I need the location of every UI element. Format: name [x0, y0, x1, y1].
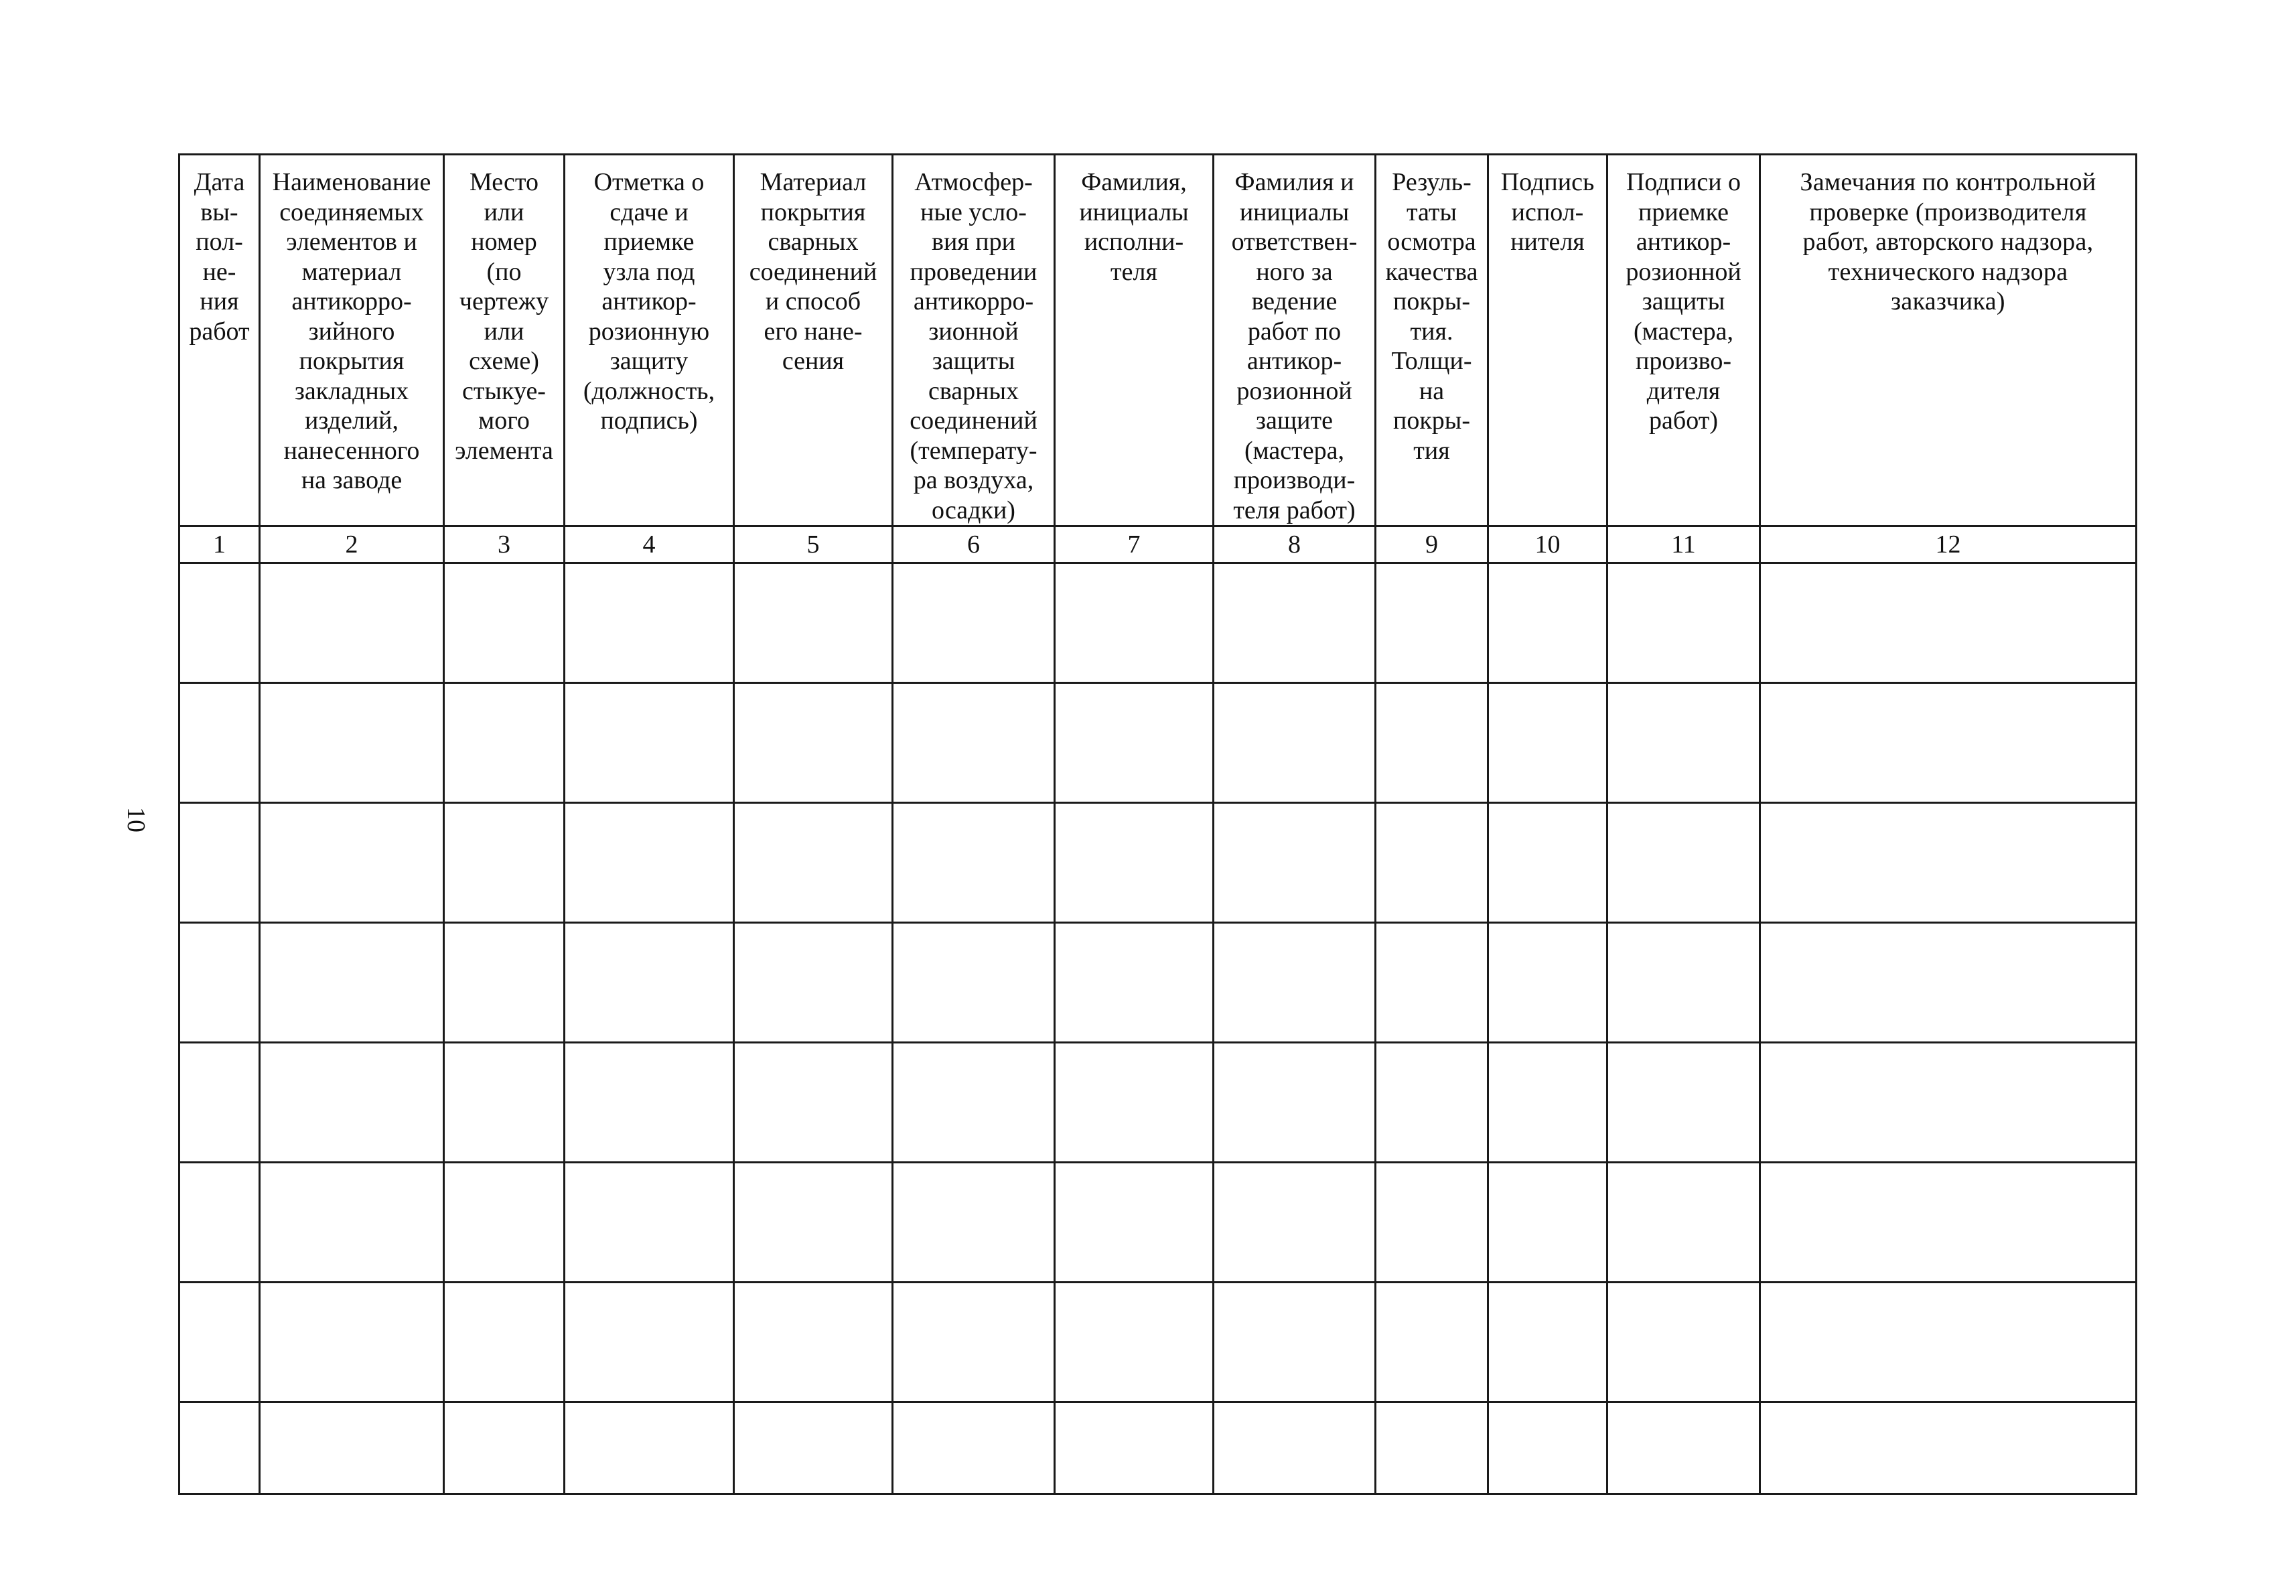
table-cell	[893, 683, 1055, 803]
table-cell	[1376, 1043, 1488, 1163]
table-row	[180, 563, 2137, 683]
table-cell	[1376, 683, 1488, 803]
table-row	[180, 803, 2137, 923]
table-cell	[893, 923, 1055, 1043]
table-cell	[565, 1283, 734, 1402]
header-cell-remarks	[1760, 155, 2137, 526]
table-cell	[734, 803, 893, 923]
table-cell	[260, 1163, 444, 1283]
table-cell	[893, 1283, 1055, 1402]
table-cell	[1055, 803, 1214, 923]
table-cell	[565, 1402, 734, 1494]
table-cell	[734, 1402, 893, 1494]
work-journal-table	[178, 153, 2137, 1495]
header-label: Подписи о приемке антикор- розионной защиты (мастера, произво- дителя работ)	[1626, 168, 1741, 435]
column-number-row	[180, 526, 2137, 563]
column-number: 2	[260, 526, 444, 563]
table-cell	[734, 1043, 893, 1163]
table-cell	[1214, 803, 1376, 923]
column-number: 5	[734, 526, 893, 563]
table-cell	[260, 683, 444, 803]
table-cell	[1376, 563, 1488, 683]
table-cell	[260, 803, 444, 923]
table-cell	[1214, 923, 1376, 1043]
table-cell	[444, 683, 565, 803]
table-cell	[1488, 803, 1607, 923]
table-cell	[1055, 563, 1214, 683]
table-cell	[734, 923, 893, 1043]
table-body	[180, 563, 2137, 1494]
table-cell	[260, 1283, 444, 1402]
header-cell-date	[180, 155, 260, 526]
table-cell	[565, 923, 734, 1043]
header-cell-responsible-name	[1214, 155, 1376, 526]
table-cell	[1376, 1402, 1488, 1494]
table-cell	[1376, 1163, 1488, 1283]
table-cell	[893, 563, 1055, 683]
header-row	[180, 155, 2137, 526]
table-cell	[1488, 1163, 1607, 1283]
table-cell	[1607, 1163, 1760, 1283]
table-cell	[1760, 1043, 2137, 1163]
table-cell	[1214, 563, 1376, 683]
table-cell	[893, 1402, 1055, 1494]
table-cell	[1214, 1163, 1376, 1283]
header-cell-weather	[893, 155, 1055, 526]
table-cell	[444, 1043, 565, 1163]
column-number: 10	[1488, 526, 1607, 563]
table-cell	[734, 1283, 893, 1402]
table-cell	[1488, 563, 1607, 683]
header-cell-coating-material	[734, 155, 893, 526]
header-label: Замечания по контрольной проверке (производителя работ, авторского надзора, технического надзора заказчика)	[1800, 168, 2096, 315]
table-cell	[1214, 1043, 1376, 1163]
table-cell	[1214, 1402, 1376, 1494]
table-cell	[1055, 923, 1214, 1043]
column-number: 9	[1376, 526, 1488, 563]
table-cell	[1607, 923, 1760, 1043]
table-row	[180, 1043, 2137, 1163]
table-cell	[1055, 1163, 1214, 1283]
table-cell	[1055, 683, 1214, 803]
header-label: Наименование соединяемых элементов и материал антикорро- зийного покрытия закладных изделий, нанесенного на заводе	[272, 168, 431, 494]
table-cell	[180, 683, 260, 803]
header-label: Фамилия, инициалы исполни- теля	[1079, 168, 1189, 286]
column-number: 11	[1607, 526, 1760, 563]
column-number: 4	[565, 526, 734, 563]
header-label: Отметка о сдаче и приемке узла под антикор- розионную защиту (должность, подпись)	[583, 168, 715, 435]
header-cell-acceptance-mark	[565, 155, 734, 526]
header-cell-elements	[260, 155, 444, 526]
table-cell	[1488, 1283, 1607, 1402]
table-cell	[180, 1043, 260, 1163]
table-cell	[260, 1043, 444, 1163]
header-label: Место или номер (по чертежу или схеме) стыкуе- мого элемента	[455, 168, 553, 465]
table-cell	[1607, 683, 1760, 803]
table-cell	[565, 683, 734, 803]
table-cell	[1055, 1043, 1214, 1163]
column-number: 8	[1214, 526, 1376, 563]
header-label: Подпись испол- нителя	[1500, 168, 1595, 256]
table-cell	[1607, 563, 1760, 683]
table-row	[180, 683, 2137, 803]
table-cell	[1607, 1283, 1760, 1402]
table-cell	[565, 1163, 734, 1283]
header-cell-inspection-results	[1376, 155, 1488, 526]
table-cell	[734, 1163, 893, 1283]
table-cell	[1760, 1402, 2137, 1494]
table-cell	[1055, 1283, 1214, 1402]
table-cell	[893, 1043, 1055, 1163]
column-number: 3	[444, 526, 565, 563]
table-cell	[180, 1402, 260, 1494]
column-number: 12	[1760, 526, 2137, 563]
table-cell	[1214, 683, 1376, 803]
table-cell	[565, 1043, 734, 1163]
column-number: 1	[180, 526, 260, 563]
table-cell	[180, 563, 260, 683]
table-row	[180, 923, 2137, 1043]
table-cell	[1488, 923, 1607, 1043]
table-cell	[180, 803, 260, 923]
table-cell	[180, 923, 260, 1043]
table-row	[180, 1163, 2137, 1283]
table-cell	[1760, 683, 2137, 803]
table-cell	[565, 563, 734, 683]
table-cell	[734, 683, 893, 803]
table-cell	[893, 1163, 1055, 1283]
table-cell	[734, 563, 893, 683]
table-cell	[444, 563, 565, 683]
header-label: Резуль- таты осмотра качества покры- тия. Толщи- на покры- тия	[1385, 168, 1478, 465]
table-cell	[1376, 803, 1488, 923]
header-cell-executor-name	[1055, 155, 1214, 526]
table-cell	[260, 563, 444, 683]
table-cell	[1376, 1283, 1488, 1402]
header-label: Материал покрытия сварных соединений и способ его нане- сения	[749, 168, 877, 375]
table-cell	[1760, 1163, 2137, 1283]
header-label: Атмосфер- ные усло- вия при проведении антикорро- зионной защиты сварных соединений (температу- ра воздуха, осадки)	[910, 168, 1037, 524]
table-cell	[1488, 1402, 1607, 1494]
table-row	[180, 1402, 2137, 1494]
table-cell	[1760, 803, 2137, 923]
header-cell-executor-signature	[1488, 155, 1607, 526]
page-number: 10	[122, 807, 150, 832]
table-cell	[444, 803, 565, 923]
table-cell	[565, 803, 734, 923]
table-cell	[1376, 923, 1488, 1043]
table-cell	[1488, 1043, 1607, 1163]
table-cell	[1760, 1283, 2137, 1402]
header-cell-location	[444, 155, 565, 526]
column-number: 6	[893, 526, 1055, 563]
table-cell	[444, 1283, 565, 1402]
table-cell	[1214, 1283, 1376, 1402]
table-cell	[260, 1402, 444, 1494]
table-cell	[1055, 1402, 1214, 1494]
table-cell	[1607, 1043, 1760, 1163]
table-cell	[1607, 803, 1760, 923]
table-cell	[180, 1163, 260, 1283]
header-label: Дата вы- пол- не- ния работ	[189, 168, 250, 346]
header-label: Фамилия и инициалы ответствен- ного за ведение работ по антикор- розионной защите (мастера, производи- теля работ)	[1231, 168, 1358, 524]
table-cell	[1760, 563, 2137, 683]
table-cell	[1760, 923, 2137, 1043]
table-cell	[1607, 1402, 1760, 1494]
table-cell	[444, 923, 565, 1043]
table-cell	[444, 1402, 565, 1494]
table-cell	[180, 1283, 260, 1402]
table-row	[180, 1283, 2137, 1402]
header-cell-acceptance-signatures	[1607, 155, 1760, 526]
table-cell	[893, 803, 1055, 923]
table-cell	[444, 1163, 565, 1283]
table-cell	[1488, 683, 1607, 803]
column-number: 7	[1055, 526, 1214, 563]
table-cell	[260, 923, 444, 1043]
